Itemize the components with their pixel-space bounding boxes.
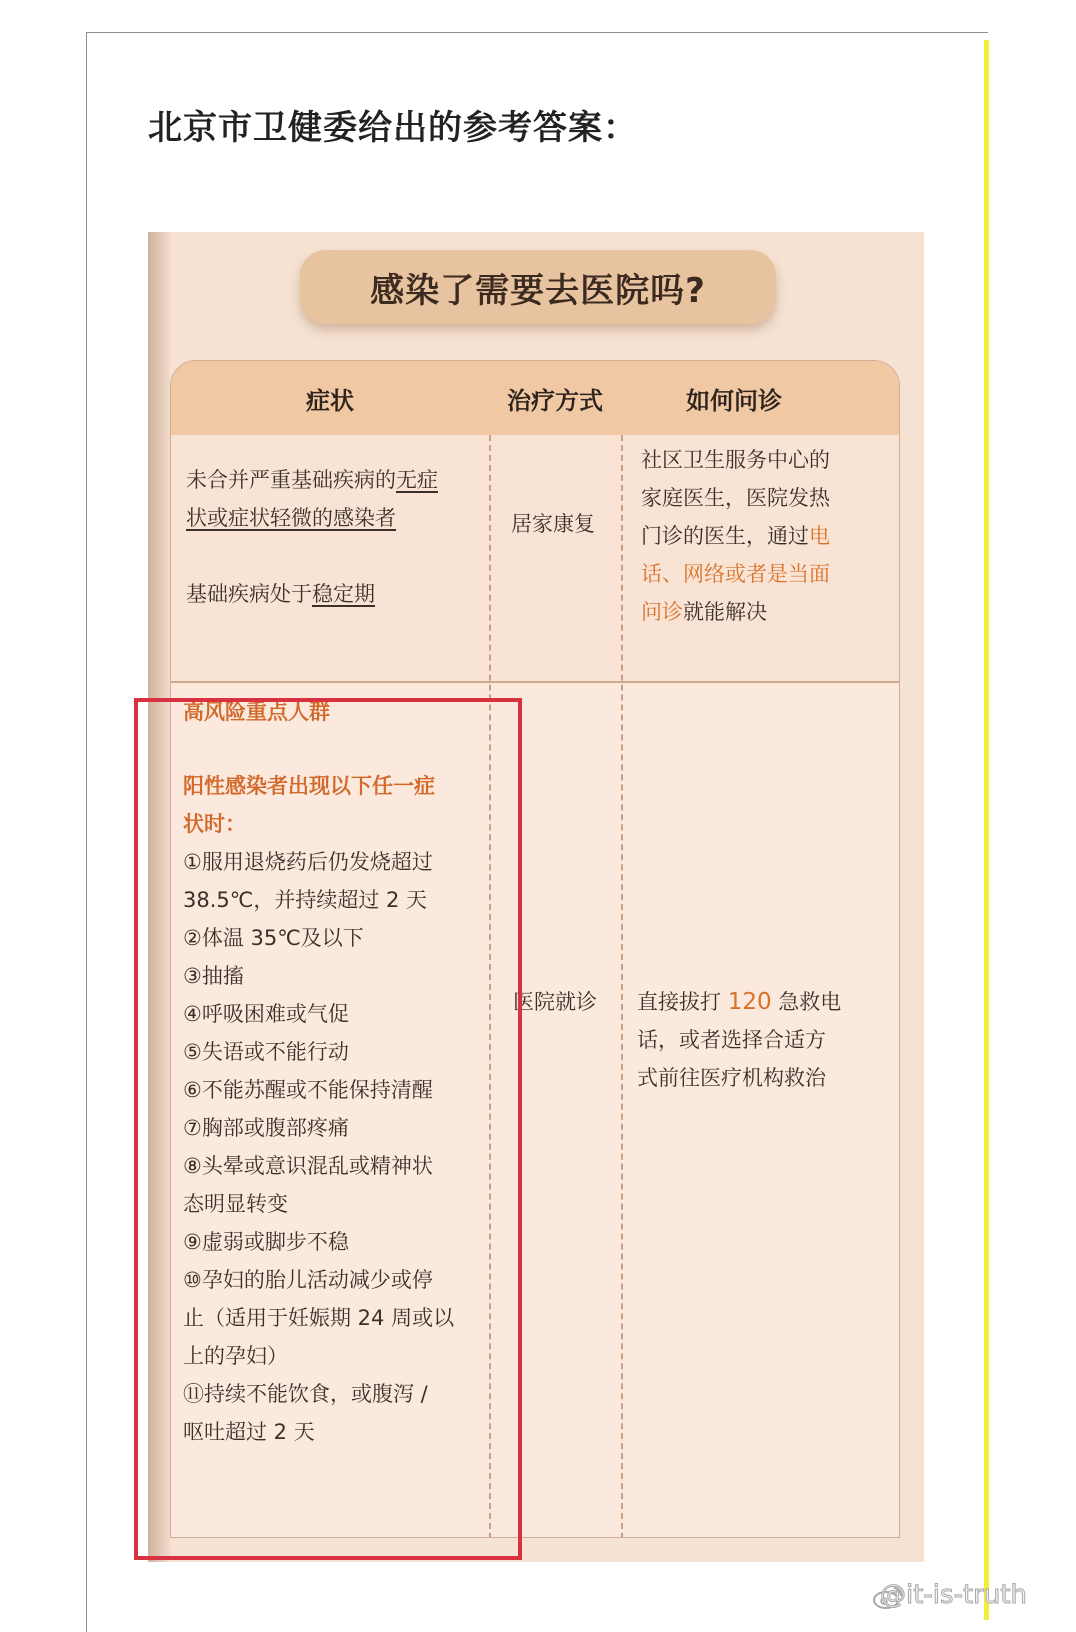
list-item: ②体温 35℃及以下 — [183, 926, 364, 950]
column-header-consultation: 如何问诊 — [686, 386, 782, 415]
list-item: ⑨虚弱或脚步不稳 — [183, 1230, 349, 1254]
list-item: ⑦胸部或腹部疼痛 — [183, 1116, 349, 1140]
column-divider — [621, 435, 623, 1538]
table-header — [171, 361, 899, 437]
row1-treatment: 居家康复 — [511, 512, 595, 536]
row1-consultation: 社区卫生服务中心的 家庭医生，医院发热 门诊的医生，通过电 话、网络或者是当面 问诊就能解决 — [641, 448, 830, 624]
list-item: 上的孕妇） — [183, 1344, 288, 1368]
row2-group-label: 高风险重点人群 — [183, 700, 330, 724]
list-item: ④呼吸困难或气促 — [183, 1002, 349, 1026]
row1-symptom-stable: 基础疾病处于稳定期 — [186, 582, 375, 606]
list-item: ⑩孕妇的胎儿活动减少或停 — [183, 1268, 433, 1292]
list-item: ⑪持续不能饮食，或腹泻 / — [183, 1382, 428, 1406]
list-item: ⑧头晕或意识混乱或精神状 — [183, 1154, 433, 1178]
annotation-highlight-box — [134, 698, 522, 1560]
column-header-treatment: 治疗方式 — [507, 386, 603, 415]
row2-condition: 阳性感染者出现以下任一症 状时： — [183, 774, 435, 836]
row2-consultation: 直接拔打 120 急救电 话，或者选择合适方 式前往医疗机构救治 — [637, 989, 842, 1090]
list-item: ①服用退烧药后仍发烧超过 — [183, 850, 433, 874]
list-item: ③抽搐 — [183, 964, 244, 988]
watermark-username: @it-is-truth — [880, 1580, 1027, 1610]
page-title: 北京市卫健委给出的参考答案： — [148, 108, 638, 148]
list-item: ⑤失语或不能行动 — [183, 1040, 349, 1064]
list-item: ⑥不能苏醒或不能保持清醒 — [183, 1078, 433, 1102]
row2-treatment: 医院就诊 — [513, 990, 597, 1014]
row1-symptom-mild: 未合并严重基础疾病的无症 状或症状轻微的感染者 — [186, 468, 438, 530]
column-header-symptoms: 症状 — [306, 386, 354, 415]
list-item: 态明显转变 — [183, 1192, 288, 1216]
list-item: 呕吐超过 2 天 — [183, 1420, 315, 1444]
list-item: 38.5℃，并持续超过 2 天 — [183, 888, 428, 912]
edge-highlight — [984, 40, 989, 1620]
infographic-title: 感染了需要去医院吗? — [300, 250, 776, 324]
list-item: 止（适用于妊娠期 24 周或以 — [183, 1306, 455, 1330]
